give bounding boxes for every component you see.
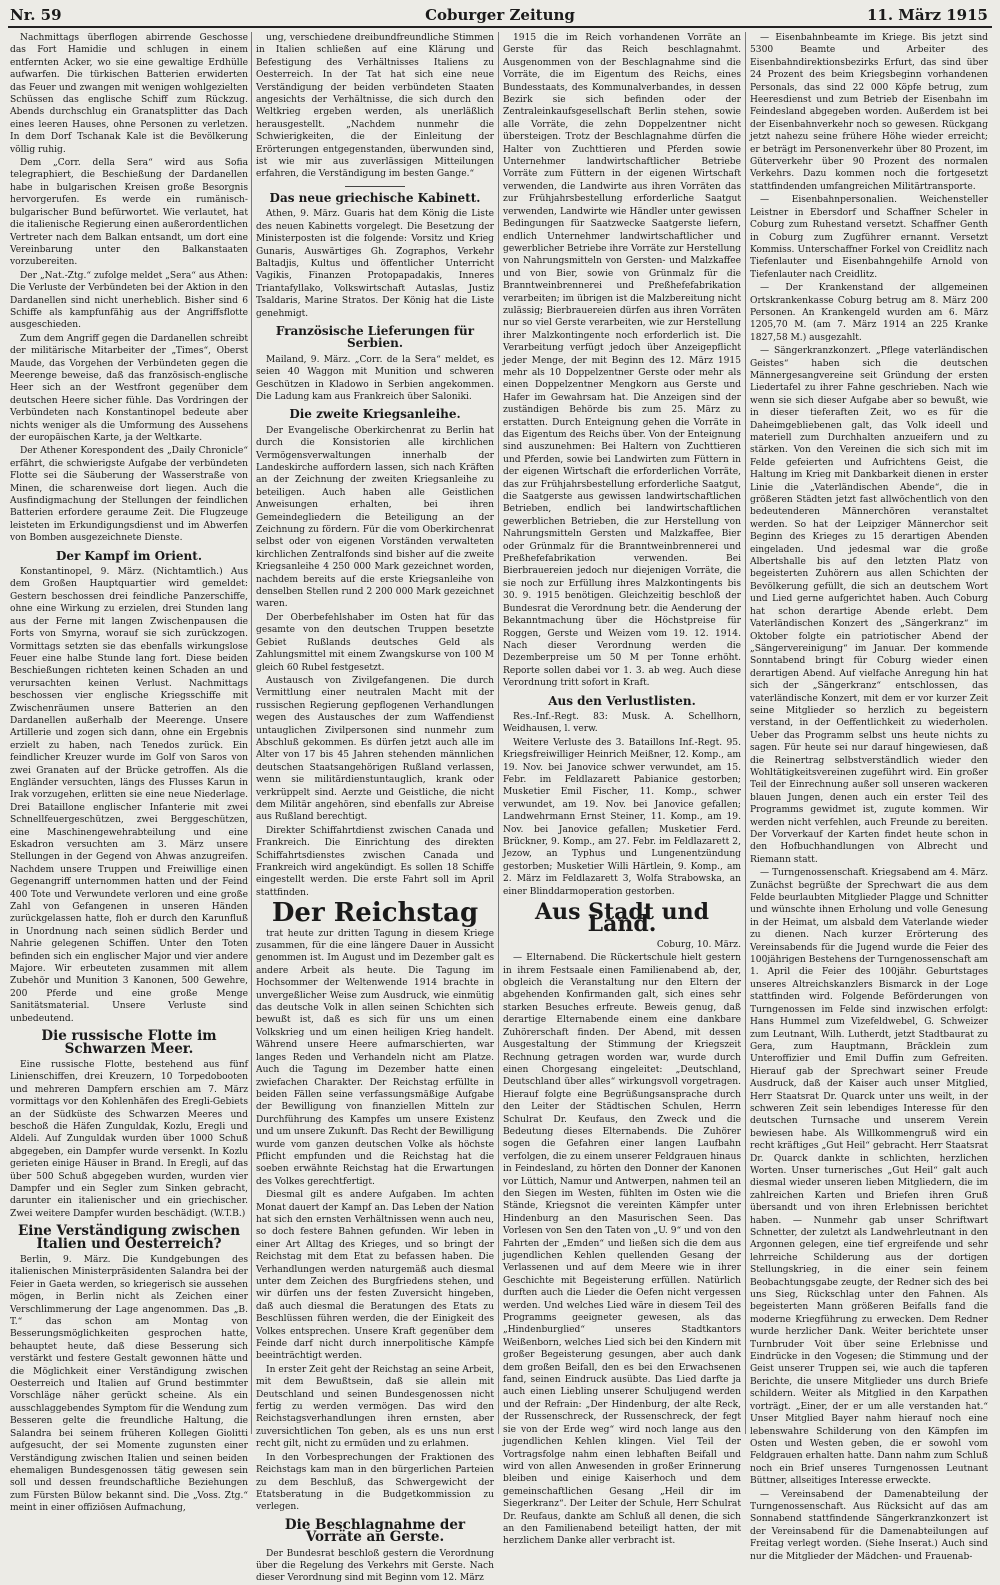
column-3	[503, 32, 741, 1547]
headline-aus-stadt-und-land: Aus Stadt und Land.	[535, 899, 709, 938]
article-text: Dem „Corr. della Sera“ wird aus Sofia telegraphiert, die Beschießung der Dardanellen habe in bulgarischen Kreisen große Besorgnis hervorgerufen. Es werde ein rumänisch-bulgarischer Bund befürwortet. Wie verlautet, hat die italienische Regierung einen außerordentlichen Vertreter nach dem Balkan entsandt, um dort eine Vereinbarung unter den Balkanstaaten vorzubereiten.	[10, 158, 248, 268]
masthead-rule	[8, 26, 992, 28]
column-divider	[745, 32, 746, 1434]
article-text: Diesmal gilt es andere Aufgaben. Im achten Monat dauert der Kampf an. Das Leben der Nation hat sich den ernsten Verhältnissen wenn auch neu, so doch festere Bahnen gefunden. Wir leben in einer Art Alltag des Krieges, und so bringt der Reichstag mit dem Etat zu befassen haben. Die Verhandlungen werden naturgemäß auch diesmal unter dem Zeichen des Burgfriedens stehen, und wir dürfen uns der festen Zuversicht hingeben, daß auch diesmal die Beratungen des Etats zu Beschlüssen führen werden, die der Einigkeit des Volkes entsprechen. Unsere Kraft gegenüber dem Feinde darf nicht durch innerpolitische Kämpfe beeinträchtigt werden.	[256, 1190, 494, 1362]
headline-reichstag: Der Reichstag	[271, 898, 479, 929]
issue-number: Nr. 59	[10, 6, 62, 24]
article-text: — Vereinsabend der Damenabteilung der Turngenossenschaft. Aus Rücksicht auf das am Sonnabend stattfindende Sängerkranzkonzert ist der Vereinsabend für die Damenabteilungen auf Freitag verlegt worden. (Siehe Inserat.) Auch sind nur die Mitglieder der Mädchen- und Frauenab-	[750, 1489, 988, 1562]
article-text: Der Oberbefehlshaber im Osten hat für das gesamte von den deutschen Truppen besetzte Gebiet Rußlands deutsches Geld als Zahlungsmittel mit einem Zwangskurse von 100 M gleich 60 Rubel festgesetzt.	[256, 612, 494, 673]
article-text: Mailand, 9. März. „Corr. de la Sera“ meldet, es seien 40 Waggon mit Munition und schweren Geschützen in Kladowo in Serbien angekommen. Die Ladung kam aus Frankreich über Saloniki.	[256, 354, 494, 402]
article-text: Der Evangelische Oberkirchenrat zu Berlin hat durch die Konsistorien alle kirchlichen Vermögensverwaltungen innerhalb der Landeskirche auffordern lassen, sich nach Kräften an der Zeichnung der zweiten Kriegsanleihe zu beteiligen. Auch haben alle Geistlichen Anweisungen erhalten, bei ihren Gemeindegliedern die Beteiligung an der Zeichnung zu fördern. Für die vom Oberkirchenrat selbst oder von eigenen Vorständen verwalteten kirchlichen Zentralfonds sind bisher auf die zweite Kriegsanleihe 4 250 000 Mark gezeichnet worden, nachdem bereits auf die erste Kriegsanleihe von denselben Stellen rund 2 200 000 Mark gezeichnet waren.	[256, 425, 494, 610]
column-4	[750, 32, 988, 1562]
headline-franzoesische-lieferungen: Französische Lieferungen für Serbien.	[275, 323, 475, 351]
newspaper-title: Coburger Zeitung	[425, 6, 575, 24]
article-text: ung, verschiedene dreibundfreundliche Stimmen in Italien schließen auf eine Klärung und Befestigung des Verhältnisses Italiens zu Oesterreich. In der Tat hat sich eine neue Verständigung der beiden verbündeten Staaten angesichts der Verhältnisse, die sich durch den Weltkrieg ergeben werden, als unerläßlich herausgestellt. „Nachdem nunmehr die Schwierigkeiten, die der Einleitung der Erörterungen entgegenstanden, überwunden sind, ist wie mir aus zuverlässigen Mitteilungen erfahren, die Verständigung im besten Gange.“	[256, 33, 494, 180]
article-text: Athen, 9. März. Guaris hat dem König die Liste des neuen Kabinetts vorgelegt. Die Besetzung der Ministerposten ist die folgende: Vorsitz und Krieg Gunaris, Auswärtiges Gh. Zographos, Verkehr Baltadjis, Kultus und öffentlicher Unterricht Vagikis, Finanzen Protopapadakis, Inneres Triantafyllako, Volkswirtschaft Autaslas, Justiz Tsaldaris, Marine Stratos. Der König hat die Liste genehmigt.	[256, 209, 494, 319]
article-text: Der Bundesrat beschloß gestern die Verordnung über die Regelung des Verkehrs mit Gerste. Nach dieser Verordnung sind mit Beginn vom 12. März	[256, 1548, 494, 1584]
separator	[345, 186, 405, 187]
headline-verlustlisten: Aus den Verlustlisten.	[548, 693, 696, 708]
article-text: trat heute zur dritten Tagung in diesem Kriege zusammen, für die eine längere Dauer in Aussicht genommen ist. Im August und im Dezember galt es andere Arbeit als heute. Die Tagung im Hochsommer der Weltenwende 1914 brachte in unvergeßlicher Weise zum Ausdruck, wie einmütig das deutsche Volk in allen seinen Schichten sich bewußt ist, daß es sich für uns um einen Volkskrieg und um einen heiligen Krieg handelt. Während unsere Heere aufmarschierten, war langes Reden und Verhandeln nicht am Platze. Auch die Tagung im Dezember hatte einen zwiefachen Charakter. Der Reichstag erfüllte in beiden Fällen seine verfassungsmäßige Aufgabe der Bewilligung von finanziellen Mitteln zur Durchführung des Kampfes um unsere Existenz und um unsere Zukunft. Das Recht der Bewilligung wurde vom ganzen deutschen Volke als höchste Pflicht empfunden und die Reichstag hat die soeben erwähnte Reichstag hat die Erwartungen des Volkes gerechtfertigt.	[256, 928, 494, 1187]
article-text: Austausch von Zivilgefangenen. Die durch Vermittlung einer neutralen Macht mit der russischen Regierung gepflogenen Verhandlungen wegen des Austausches der zum Waffendienst untauglichen Zivilpersonen sind nunmehr zum Abschluß gekommen. Es dürfen jetzt auch alle im Alter von 17 bis 45 Jahren stehenden männlichen deutschen Staatsangehörigen Rußland verlassen, wenn sie militärdienstuntauglich, krank oder verkrüppelt sind. Aerzte und Geistliche, die nicht dem Militär angehören, sind ebenfalls zur Abreise aus Rußland berechtigt.	[256, 675, 494, 823]
headline-verstaendigung: Eine Verständigung zwischen Italien und Oesterreich?	[17, 1223, 241, 1252]
article-text: Weitere Verluste des 3. Bataillons Inf.-Regt. 95. Kriegsfreiwilliger Heinrich Meißner, 12. Komp., am 19. Nov. bei Janovice schwer verwundet, am 15. Febr. im Feldlazarett Pabianice gestorben; Musketier Emil Fischer, 11. Komp., schwer verwundet, am 19. Nov. bei Janovice gefallen; Landwehrmann Ernst Steiner, 11. Komp., am 19. Nov. bei Janovice gefallen; Musketier Ferd. Brückner, 9. Komp., am 27. Febr. im Feldlazarett 2, Jezow, an Typhus und Lungenentzündung gestorben; Musketier Willi Härtlein, 9. Komp., am 2. März im Feldlazarett 3, Wolfa Strabowska, an einer Blinddarmoperation gestorben.	[503, 737, 741, 897]
column-divider	[251, 32, 252, 1434]
article-text: Der „Nat.-Ztg.“ zufolge meldet „Sera“ aus Athen: Die Verluste der Verbündeten bei der Aktion in den Dardanellen sind nicht unerheblich. Bisher sind 6 Schiffe als kampfunfähig aus der Angriffsflotte ausgeschieden.	[10, 270, 248, 331]
article-text: Der Athener Korespondent des „Daily Chronicle“ erfährt, die schwierigste Aufgabe der verbündeten Flotte sei die Säuberung der Wasserstraße von Minen, die scharenweise dort liegen. Auch die Ausfindigmachung der Stellungen der feindlichen Batterien erfordere geraume Zeit. Die Flugzeuge leisteten im Erkundigungsdienst und im Abwerfen von Bomben ausgezeichnete Dienste.	[10, 446, 248, 544]
headline-kriegsanleihe: Die zweite Kriegsanleihe.	[289, 407, 461, 422]
article-text: Konstantinopel, 9. März. (Nichtamtlich.) Aus dem Großen Hauptquartier wird gemeldet: Gestern beschossen drei feindliche Panzerschiffe, ohne eine Wirkung zu erzielen, drei Stunden lang aus der Ferne mit langen Zwischenpausen die Forts von Smyrna, worauf sie sich zurückzogen. Vormittags setzten sie das ebenfalls wirkungslose Feuer eine halbe Stunde lang fort. Diese beiden Beschießungen richteten keinen Schaden an und verursachten keinen Verlust. Nachmittags beschossen vier englische Kriegsschiffe mit Zwischenräumen unsere Batterien an den Dardanellen außerhalb der Meerenge. Unsere Artillerie und zogen sich dann, ohne ein Ergebnis erzielt zu haben, nach Tenedos zurück. Ein feindlicher Kreuzer wurde im Golf von Saros von zwei Granaten auf der Brücke getroffen. Als die Engländer versuchten, längs des Flusses Karun in Irak vorzugehen, erlitten sie eine neue Niederlage. Drei Bataillone englischer Infanterie mit zwei Schnellfeuergeschützen, zwei Berggeschützen, eine Maschinengewehrabteilung und eine Eskadron versuchten am 3. März unsere Stellungen in der Gegend von Ahwas anzugreifen. Nachdem unsere Truppen und Freiwillige einen Gegenangriff unternommen hatten und der Feind 400 Tote und Verwundete verloren und eine große Zahl von Gefangenen in unseren Händen zurückgelassen hatte, floh er durch den Karunfluß in Unordnung nach seinen südlich Berder und Nahrie gelegenen Schiffen. Unter den Toten befinden sich ein englischer Major und vier andere Majore. Wir erbeuteten zusammen mit allem Zubehör und Munition 3 Kanonen, 500 Gewehre, 200 Pferde und eine große Menge Sanitätsmaterial. Unsere Verluste sind unbedeutend.	[10, 567, 248, 1024]
article-text: Direkter Schiffahrtdienst zwischen Canada und Frankreich. Die Einrichtung des direkten Schiffahrtsdienstes zwischen Canada und Frankreich wird angekündigt. Es sollen 18 Schiffe eingestellt werden. Die erste Fahrt soll im April stattfinden.	[256, 825, 494, 898]
column-2	[256, 32, 494, 1584]
issue-date: 11. März 1915	[866, 6, 988, 24]
column-divider	[498, 32, 499, 1434]
article-text: — Elternabend. Die Rückertschule hielt gestern in ihrem Festsaale einen Familienabend ab, der, obgleich die Veranstaltung nur den Eltern der abgehenden Konfirmanden galt, sich eines sehr starken Besuches erfreute. Beweis genug, daß derartige Elternabende einem eine dankbare Zuhörerschaft finden. Der Abend, mit dessen Ausgestaltung der Stimmung der Kriegszeit Rechnung getragen worden war, wurde durch einen Chorgesang eingeleitet: „Deutschland, Deutschland über alles“ wirkungsvoll vorgetragen. Hierauf folgte eine Begrüßungsansprache durch den Leiter der Städtischen Schulen, Herrn Schulrat Dr. Keufaus, den Zweck und die Bedeutung dieses Elternabends. Die Zuhörer sogen die Gefahren einer langen Laufbahn verfolgen, die zu einem unserer Feldgrauen hinaus in Feindesland, zu hörten den Donner der Kanonen vor Lüttich, Namur und Antwerpen, nahmen teil an den Siegen im Westen, fühlten im Osten wie die Stände, Kriegsnot die vereinten Kämpfer unter Hindenburg an den Masurischen Seen. Das Vorlesen von Sen den Taten von „U. 9“ und von den Fahrten der „Emden“ und ließen sich die dem aus jugendlichen Kehlen quellenden Gesang der Verlassenen und auf dem Meere wie in ihrer Geschichte mit Begeisterung erfüllen. Natürlich durften auch die Lieder die Oefen nicht vergessen werden. Und welches Lied wäre in diesem Teil des Programms geeigneter gewesen, als das „Hindenburglied“ unseres Stadtkantors Weißenborn, welches Lied sich bei den Kindern mit großer Begeisterung gesungen, aber auch dank dem großen Beifall, den es bei den Erwachsenen fand, seinen Eindruck ausübte. Das Lied darfte ja auch einen Liebling unserer Schuljugend werden und der Refrain: „Der Hindenburg, der alte Reck, der Russenschreck, der Russenschreck, der fegt sie von der Erde weg“ wird noch lange aus den jugendlichen Kehlen klingen. Viel Teil der Vortragsfolge nahm einen lebhaften Beifall und wird von allen Anwesenden in großer Erinnerung bleiben und einige Kaiserhoch und dem gemeinschaftlichen Gesang „Heil dir im Siegerkranz“. Der Leiter der Schule, Herr Schulrat Dr. Reufaus, dankte am Schluß all denen, die sich an den Familienabend beteiligt hatten, der mit herzlichem Danke aller verbracht ist.	[503, 953, 741, 1547]
column-1	[10, 32, 249, 1514]
masthead	[0, 4, 1000, 26]
article-text: Zum dem Angriff gegen die Dardanellen schreibt der militärische Mitarbeiter der „Times“, Oberst Maude, das Vorgehen der Verbündeten gegen die Meerenge beweise, daß das französisch-englische Heer sich an der Westfront gegenüber dem deutschen Heere sicher fühle. Das Vordringen der Verbündeten nach Konstantinopel bedeute aber nichts weniger als die Umformung des Aussehens der europäischen Karte, ja der Weltkarte.	[10, 333, 248, 443]
headline-kampf-im-orient: Der Kampf im Orient.	[55, 548, 203, 563]
dateline: Coburg, 10. März.	[656, 939, 741, 950]
article-text: Nachmittags überflogen abirrende Geschosse das Fort Hamidie und schlugen in einem entfernten Acker, wo sie eine gewaltige Erdhülle aufwarfen. Die türkischen Batterien erwiderten das Feuer und zwangen mit wenigen wohlgezielten Schüssen das englische Schiff zum Rückzug. Abends durchschlug ein Granatsplitter das Dach eines leeren Hauses, ohne Personen zu verletzen. In dem Dorf Tschanak Kale ist die Bevölkerung völlig ruhig.	[10, 33, 248, 155]
article-text: Berlin, 9. März. Die Kundgebungen des italienischen Ministerpräsidenten Salandra bei der Feier in Gaeta werden, so kriegerisch sie aussehen mögen, in Berlin nicht als Zeichen einer Verschlimmerung der Lage angenommen. Das „B. T.“ das schon am Montag von Besserungsmöglichkeiten gesprochen hatte, behauptet heute, daß diese Besserung sich verstärkt und festere Gestalt gewonnen hätte und die Möglichkeit einer Verständigung zwischen Oesterreich und Italien auf Grund bestimmter Vorschläge näher gerückt scheine. Als ein ausschlaggebendes Symptom für die Wendung zum Besseren gelte die freundliche Haltung, die Salandra bei seinem früheren Kollegen Giolitti aufgesucht, der sei Momente zugunsten einer Verständigung zwischen Italien und seinen beiden ehemaligen Bundesgenossen tätig gewesen sein soll und dessen freundschaftliche Beziehungen zum Fürsten Bülow bekannt sind. Die „Voss. Ztg.“ meint in einer offiziösen Aufmachung,	[10, 1255, 249, 1514]
article-text: In erster Zeit geht der Reichstag an seine Arbeit, mit dem Bewußtsein, daß sie allein mit Deutschland und seinen Bundesgenossen nicht fertig zu werden vermögen. Das wird den Reichstagsverhandlungen ihren ernsten, aber zuversichtlichen Ton geben, als es uns nun erst recht gilt, nicht zu ermüden und zu erlahmen.	[256, 1364, 494, 1450]
article-text: Eine russische Flotte, bestehend aus fünf Linienschiffen, drei Kreuzern, 10 Torpedobooten und mehreren Dampfern erschien am 7. März vormittags vor den Kohlenhäfen des Eregli-Gebiets an der Südküste des Schwarzen Meeres und beschoß die Häfen Zunguldak, Kozlu, Eregli und Aldeli. Auf Zunguldak wurden über 1000 Schuß abgegeben, ein Dampfer wurde versenkt. In Kozlu gerieten einige Häuser in Brand. In Eregli, auf das über 500 Schuß abgegeben wurden, wurden vier Dampfer und ein Segler zum Sinken gebracht, darunter ein italienischer und ein griechischer. Zwei weitere Dampfer wurden beschädigt. (W.T.B.)	[10, 1059, 248, 1219]
headline-beschlagnahme-gerste: Die Beschlagnahme der Vorräte an Gerste.	[284, 1516, 466, 1546]
article-text: Res.-Inf.-Regt. 83: Musk. A. Schellhorn, Weidhausen, l. verw.	[503, 711, 741, 735]
article-text: — Turngenossenschaft. Kriegsabend am 4. März. Zunächst begrüßte der Sprechwart die aus dem Felde beurlaubten Mitglieder Plagge und Schnitter und wünschte ihnen Erholung und volle Genesung in der Heimat, um alsbald dem Vaterlande wieder zu dienen. Nach kurzer Erörterung des Vereinsabends für die Jugend wurde die Feier des 100jährigen Bestehens der Turngenossenschaft am 1. April die Feier des 100jähr. Geburtstages unseres Altreichskanzlers Bismarck in der Loge stattfinden wird. Folgende Beförderungen von Turngenossen im Felde sind inzwischen erfolgt: Hans Hummel zum Vizefeldwebel, G. Schweizer zum Leutnant, Wilh. Lutherdt, jetzt Stadtbaurat zu Gera, zum Hauptmann, Bräcklein zum Unteroffizier und Emil Duffin zum Gefreiten. Hierauf gab der Sprechwart seiner Freude Ausdruck, daß der Kaiser auch unser Mitglied, Herr Staatsrat Dr. Quarck unter uns weilt, in der schweren Zeit sein lebendiges Interesse für den deutschen Turnsache und unserem Verein bewiesen habe. Als Willkommengruß wird ein recht kräftiges „Gut Heil“ gebracht. Herr Staatsrat Dr. Quarck dankte in schlichten, herzlichen Worten. Unser turnerisches „Gut Heil“ galt auch diesmal wieder unseren lieben Mitgliedern, die im zahlreichen Karten und Briefen ihren Gruß übersandt und von ihren Erlebnissen berichtet haben. — Nunmehr gab unser Schriftwart Schnetter, der zuletzt als Landwehrleutnant in den Argonnen gelegen, eine tief ergreifende und sehr lehrreiche Schilderung aus der dortigen Stellungskrieg, in die einer sein feinem Beobachtungsgabe zeugte, der Redner sich des bei uns Sieg, Rückschlag unter den Fahnen. Als begeisterten Mann größeren Beifalls fand die moderne Kriegführung zu erwecken. Dem Redner wurde herzlicher Dank. Weiter berichtete unser Turnbruder Voit über seine Erlebnisse und Eindrücke in den Vogesen; die Stimmung und der Geist unserer Truppen sei, wie auch die tapferen Berichte, die unsere Mitglieder uns durch Briefe schildern. Weiter als Mitglied in den Karpathen vorträgt. „Einer, der er um alle verstanden hat.“ Unser Mitglied Bayer nahm hierauf noch eine lebenswahre Schilderung von den Kämpfen im Osten und Westen geben, die er sowohl vom Feldgrauen erhalten hatte. Dann nahm zum Schluß noch ein Brief unseres Turngenossen Leutnant Büttner, allseitiges Interesse erweckte.	[750, 868, 988, 1487]
article-text: — Der Krankenstand der allgemeinen Ortskrankenkasse Coburg betrug am 8. März 200 Personen. An Krankengeld wurden am 6. März 1205,70 M. (am 7. März 1914 an 225 Kranke 1827,58 M.) ausgezahlt.	[750, 283, 988, 343]
article-text: 1915 die im Reich vorhandenen Vorräte an Gerste für das Reich beschlagnahmt. Ausgenommen von der Beschlagnahme sind die Vorräte, die im Eigentum des Reichs, eines Bundesstaats, des Kommunalverbandes, in dessen Bezirk sie sich befinden oder der Zentraleinkaufsgesellschaft Berlin stehen, sowie alle Vorräte, die zehn Doppelzentner nicht übersteigen. Trotz der Beschlagnahme dürfen die Halter von Zuchttieren und Pferden sowie Unternehmer landwirtschaftlicher Betriebe Vorräte zum Füttern in der eigenen Wirtschaft verwenden, die Landwirte aus ihren Vorräten das zur Frühjahrsbestellung erforderliche Saatgut verwenden, Landwirte wie Händler unter gewissen Bedingungen für Saatzwecke Saatgerste liefern, endlich Unternehmer landwirtschaftlicher und gewerblicher Betriebe ihre Vorräte zur Herstellung von Nahrungsmitteln von Gersten- und Malzkaffee und von Bier, sowie von Grünmalz für die Branntweinbrennerei und Preßhefefabrikation verarbeiten; im übrigen ist die Malzbereitung nicht zulässig; Bierbrauereien dürfen aus ihren Vorräten nur so viel Gerste verarbeiten, wie zur Herstellung ihrer Malzkontingente noch erforderlich ist. Die Verarbeitung verfügt jedoch über Anzeigepflicht jeder Menge, der mit Beginn des 12. März 1915 mehr als 10 Doppelzentner Gerste oder mehr als einen Doppelzentner Mengkorn aus Gerste und Hafer im Gewahrsam hat. Die Anzeigen sind der zuständigen Behörde bis zum 25. März zu erstatten. Durch Enteignung gehen die Vorräte in das Eigentum des Reichs über. Von der Enteignung sind auszunehmen: Bei Haltern von Zuchttieren und Pferden, sowie bei Landwirten zum Füttern in der eigenen Wirtschaft die erforderlichen Vorräte, das zur Frühjahrsbestellung erforderliche Saatgut, die Saatgerste aus gewissen landwirtschaftlichen Betrieben, endlich bei landwirtschaftlichen gewerblichen Betrieben, die zur Herstellung von Nahrungsmitteln Gersten und Malzkaffee, Bier oder Grünmalz für die Branntweinbrennerei und Preßhefefabrikation verwenden. Bei Bierbrauereien jedoch nur diejenigen Vorräte, die sie noch zur Erfüllung ihres Malzkontingents bis 30. 9. 1915 benötigen. Gleichzeitig beschloß der Bundesrat die Verordnung betr. die Aenderung der Bekanntmachung über die Höchstpreise für Roggen, Gerste und Weizen vom 19. 12. 1914. Nach dieser Verordnung werden die Dezemberpreise um 50 M per Tonne erhöht. Reporte sollen dabei vor 1. 3. ab weg. Auch diese Verordnung tritt sofort in Kraft.	[503, 33, 741, 689]
article-text: — Sängerkranzkonzert. „Pflege vaterländischen Geistes“ haben sich die deutschen Männergesangvereine seit Gründung der ersten Liedertafel zu ihrer Fahne geschrieben. Nach wie wenn sie sich dieser Aufgabe aber so bewußt, wie in dieser tieferaften Zeit, wo es für die Daheimgebliebenen galt, das Volk ideell und materiell zum Durchhalten anzueifern und zu stärken. Von den Vereinen die sich sich mit im Felde gefeierten und Aufrichtens Geist, die Haltung im Krieg mit Dankbarkeit dienen in erster Linie die „Vaterländischen Abende“, die in größeren Städten jetzt fast allwöchentlich von den bedeutenderen Männerchören veranstaltet werden. So hat der Leipziger Männerchor seit Beginn des Krieges zu 15 derartigen Abenden eingeladen. Und jedesmal war die große Albertshalle bis auf den letzten Platz von begeisterten Zuhörern aus allen Schichten der Bevölkerung gefüllt, die sich an deutschem Wort und Lied gerne aufgerichtet haben. Auch Coburg hat schon derartige Abende erlebt. Dem Vaterländischen Konzert des „Sängerkranz“ im Oktober folgte ein patriotischer Abend der „Sängervereinigung“ im Januar. Der kommende Sonntabend bringt für Coburg wieder einen derartigen Abend. Auf vielfache Anregung hin hat sich der „Sängerkranz“ entschlossen, das vaterländische Konzert, mit dem er vor kurzer Zeit seine Mitglieder so herzlich zu begeistern verstand, in der Oeffentlichkeit zu wiederholen. Ueber das Programm selbst uns heute nichts zu sagen. Für heute sei nur darauf hingewiesen, daß die Reinertrag selbstverständlich wieder den Wohltätigkeitsvereinen zugeführt wird. Ein großer Teil der Einrechnung außer soll unseren wackeren blauen Jungen, denen auch ein erster Teil des Programms gewidmet ist, zugute kommen. Wir werden nicht verfehlen, auch Freunde zu bereiten. Der Vorverkauf der Karten findet heute schon in den Hofbuchhandlungen von Albrecht und Riemann statt.	[750, 346, 988, 865]
article-text: — Eisenbahnpersonalien. Weichensteller Leistner in Ebersdorf und Schaffner Scheler in Coburg zum Ruhestand versetzt. Schaffner Genth in Coburg zum Zugführer ernannt. Versetzt Kommiss. Unterschaffner Forkel von Creidlitz nach Tiefenlauter und Eisenbahngehilfe Arnold von Tiefenlauter nach Creidlitz.	[750, 195, 988, 280]
headline-russische-flotte: Die russische Flotte im Schwarzen Meer.	[41, 1028, 217, 1057]
headline-griechisches-kabinett: Das neue griechische Kabinett.	[269, 190, 481, 205]
article-text: — Eisenbahnbeamte im Kriege. Bis jetzt sind 5300 Beamte und Arbeiter des Eisenbahndirektionsbezirks Erfurt, das sind über 24 Prozent des beim Kriegsbeginn vorhandenen Personals, das sind 22 000 Köpfe betrug, zum Heeresdienst und zum Betrieb der Eisenbahn im Feindesland abgegeben worden. Außerdem ist bei der Eisenbahnverkehr noch so gewesen. Rückgang jetzt nahezu seine frühere Höhe wieder erreicht; er beträgt im Personenverkehr über 80 Prozent, im Güterverkehr über 90 Prozent des normalen Verkehrs. Dazu kommen noch die fortgesetzt stattfindenden umfangreichen Militärtransporte.	[750, 33, 988, 192]
article-text: In den Vorbesprechungen der Fraktionen des Reichstags kam man in den bürgerlichen Parteien zu dem Beschluß, das Schwergewicht der Etatsberatung in die Budgetkommission zu verlegen.	[256, 1452, 494, 1513]
